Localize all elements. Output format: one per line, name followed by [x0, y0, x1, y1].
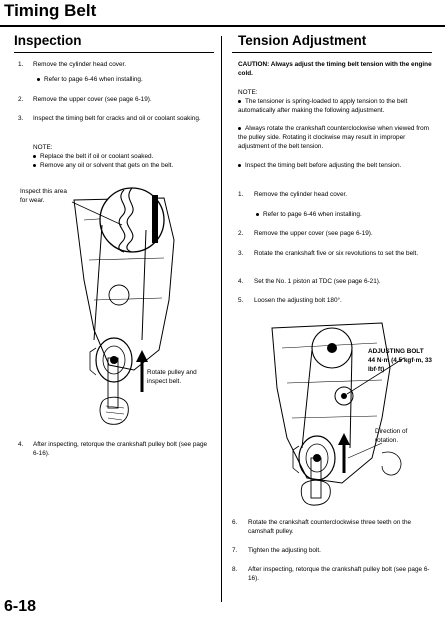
- callout-direction-rotation: Direction of rotation.: [375, 428, 408, 444]
- step-text: Inspect the timing belt for cracks and oil or coolant soaking.: [33, 115, 201, 122]
- step-text: After inspecting, retorque the crankshaft pulley bolt (see page 6-16).: [248, 566, 430, 582]
- tension-note-bullet-3: [238, 161, 431, 170]
- step-text: Remove the upper cover (see page 6-19).: [254, 230, 373, 237]
- tension-step-3: [238, 249, 433, 269]
- tension-step-8: [232, 565, 432, 585]
- step-number: 5.: [238, 297, 244, 304]
- step-number: 4.: [238, 278, 244, 285]
- step-number: 2.: [18, 96, 24, 103]
- bullet-dot: [238, 100, 241, 103]
- step-number: 4.: [18, 441, 24, 448]
- bullet-dot: [37, 78, 40, 81]
- bullet-dot: [33, 155, 36, 158]
- section-title-inspection: Inspection: [14, 33, 82, 48]
- step-text: Remove the cylinder head cover.: [33, 61, 127, 68]
- section-rule-tension: [232, 52, 432, 53]
- step-number: 2.: [238, 230, 244, 237]
- callout-inspect-area: Inspect this area for wear.: [20, 188, 67, 204]
- callout-adjusting-bolt-title: ADJUSTING BOLT: [368, 348, 424, 355]
- tension-note-label: NOTE:: [238, 89, 258, 96]
- step-text: Rotate the crankshaft five or six revolutions to set the belt.: [254, 250, 419, 257]
- inspection-illustration: [14, 180, 214, 430]
- tension-note-bullet-1: [238, 97, 431, 115]
- inspection-step-3: [18, 114, 213, 134]
- bullet-text: Replace the belt if oil or coolant soaked.: [40, 153, 154, 160]
- bullet-text: Refer to page 6-46 when installing.: [263, 211, 362, 218]
- tension-note-bullet-2: [238, 124, 431, 151]
- step-number: 3.: [18, 115, 24, 122]
- step-text: Remove the upper cover (see page 6-19).: [33, 96, 152, 103]
- page-number: 6-18: [4, 598, 37, 615]
- page-title: Timing Belt: [4, 1, 97, 20]
- inspection-step-1-bullet: [37, 75, 212, 84]
- section-rule-inspection: [14, 52, 214, 53]
- step-number: 7.: [232, 547, 238, 554]
- bullet-dot: [238, 127, 241, 130]
- step-number: 3.: [238, 250, 244, 257]
- step-text: Loosen the adjusting bolt 180°.: [254, 297, 342, 304]
- bullet-dot: [33, 164, 36, 167]
- tension-caution: CAUTION: Always adjust the timing belt tension with the engine cold.: [238, 61, 432, 77]
- bullet-text: The tensioner is spring-loaded to apply tension to the belt automatically after making the following adjustment.: [238, 98, 408, 114]
- bullet-text: Inspect the timing belt before adjusting the belt tension.: [245, 162, 402, 169]
- step-text: Remove the cylinder head cover.: [254, 191, 348, 198]
- inspection-note-label: NOTE:: [33, 144, 53, 151]
- tension-step-6: [232, 518, 432, 538]
- bullet-dot: [256, 213, 259, 216]
- step-number: 6.: [232, 519, 238, 526]
- header-rule: [0, 25, 445, 27]
- step-number: 1.: [238, 191, 244, 198]
- step-number: 8.: [232, 566, 238, 573]
- step-text: Tighten the adjusting bolt.: [248, 547, 321, 554]
- bullet-text: Always rotate the crankshaft counterclockwise when viewed from the pulley side. Rotating it clockwise may result in improper adjustment of the belt tension.: [238, 125, 429, 150]
- inspection-step-4: [18, 440, 213, 460]
- inspection-note-bullet-1: [33, 152, 213, 161]
- step-text: Rotate the crankshaft counterclockwise three teeth on the camshaft pulley.: [248, 519, 412, 535]
- callout-adjusting-bolt-spec: 44 N·m (4.5 kgf·m, 33 lbf·ft): [368, 357, 432, 373]
- tension-step-1-bullet: [256, 210, 431, 219]
- inspection-note-bullet-2: [33, 161, 213, 170]
- section-title-tension: Tension Adjustment: [238, 33, 367, 48]
- column-divider: [221, 36, 222, 602]
- step-number: 1.: [18, 61, 24, 68]
- step-text: After inspecting, retorque the crankshaft pulley bolt (see page 6-16).: [33, 441, 208, 457]
- bullet-text: Refer to page 6-46 when installing.: [44, 76, 143, 83]
- step-text: Set the No. 1 piston at TDC (see page 6-21).: [254, 278, 381, 285]
- bullet-text: Remove any oil or solvent that gets on the belt.: [40, 162, 174, 169]
- callout-rotate-pulley: Rotate pulley and inspect belt.: [147, 369, 197, 385]
- bullet-dot: [238, 164, 241, 167]
